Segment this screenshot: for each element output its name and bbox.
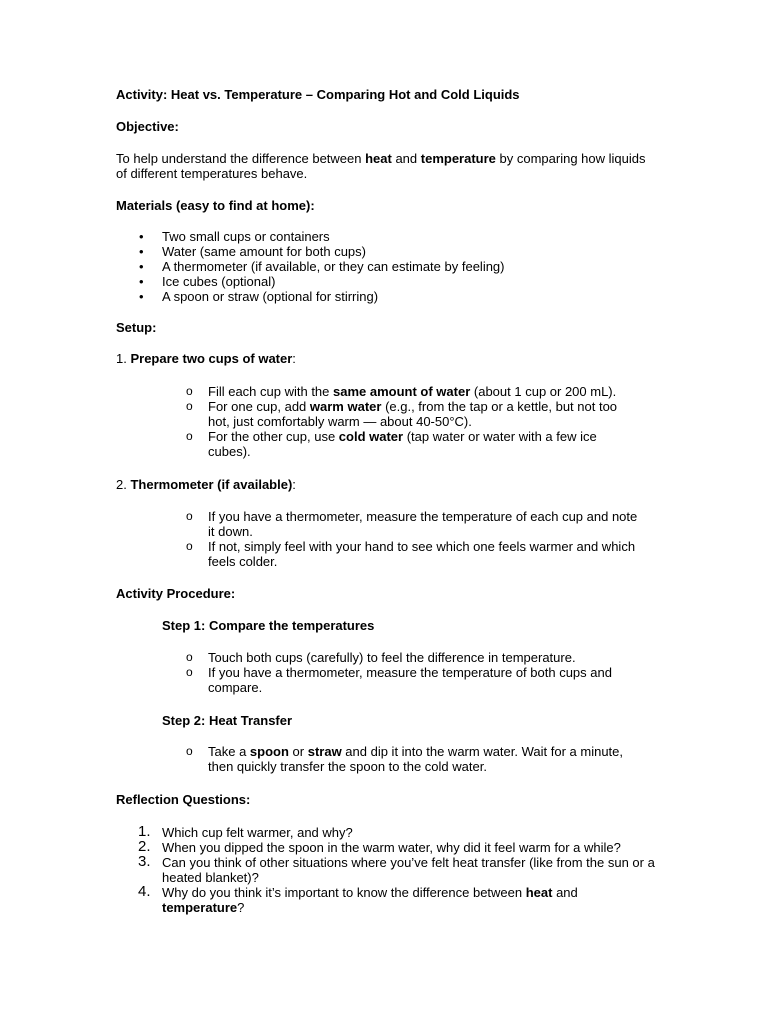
bullet-icon: • <box>139 289 144 304</box>
setup-step1-number: 1. <box>116 351 131 366</box>
list-item-text: Why do you think it’s important to know the difference between <box>162 885 526 900</box>
bullet-icon: • <box>139 244 144 259</box>
setup-step2-label: Thermometer (if available) <box>130 477 293 492</box>
list-item-text: or <box>288 744 308 759</box>
sub-bullet-icon: o <box>186 429 193 443</box>
list-number: 3. <box>138 853 151 870</box>
list-item <box>162 650 642 665</box>
list-item-text: Two small cups or containers <box>162 229 330 244</box>
list-item-bold: temperature <box>162 900 238 915</box>
materials-list <box>116 229 505 304</box>
setup-step1-heading <box>116 351 296 366</box>
list-item-text: and dip it into the warm water. Wait for a minute, then quickly transfer the spoon to the cold water. <box>208 744 623 774</box>
list-item <box>162 384 642 399</box>
list-item <box>162 399 642 429</box>
list-item-bold: warm water <box>309 399 382 414</box>
sub-bullet-icon: o <box>186 665 193 679</box>
list-item <box>116 885 656 915</box>
list-item-text: For one cup, add <box>208 399 310 414</box>
list-item-text: Fill each cup with the <box>208 384 334 399</box>
list-item-text: (about 1 cup or 200 mL). <box>470 384 617 399</box>
list-item <box>116 840 656 855</box>
list-item <box>162 539 642 569</box>
list-item <box>116 259 505 274</box>
objective-bold-temperature: temperature <box>420 151 496 166</box>
bullet-icon: • <box>139 259 144 274</box>
reflection-heading: Reflection Questions: <box>116 792 251 807</box>
sub-bullet-icon: o <box>186 384 193 398</box>
reflection-list <box>116 825 656 915</box>
list-item-text: If not, simply feel with your hand to see which one feels warmer and which feels colder. <box>208 539 636 569</box>
list-item <box>116 855 656 885</box>
list-item-bold: straw <box>307 744 342 759</box>
list-item-text: A spoon or straw (optional for stirring) <box>162 289 379 304</box>
list-item-text: Which cup felt warmer, and why? <box>162 825 353 840</box>
list-item-text: Can you think of other situations where you’ve felt heat transfer (like from the sun or a heated blanket)? <box>162 855 655 885</box>
list-item-text: (e.g., from the tap or a kettle, but not too hot, just comfortably warm — about 40-50°C). <box>208 399 618 429</box>
list-item-bold: cold water <box>338 429 404 444</box>
list-item <box>116 244 505 259</box>
setup-step2-colon: : <box>292 477 296 492</box>
list-item-text: If you have a thermometer, measure the temperature of both cups and compare. <box>208 665 612 695</box>
list-number: 2. <box>138 838 151 855</box>
materials-heading: Materials (easy to find at home): <box>116 198 315 213</box>
procedure-step1-list <box>162 650 642 695</box>
list-item <box>116 289 505 304</box>
document-title: Activity: Heat vs. Temperature – Comparing Hot and Cold Liquids <box>116 87 520 102</box>
list-item-text: Take a <box>208 744 250 759</box>
objective-bold-heat: heat <box>365 151 392 166</box>
sub-bullet-icon: o <box>186 744 193 758</box>
list-item-bold: spoon <box>249 744 289 759</box>
list-number: 4. <box>138 883 151 900</box>
list-item <box>162 429 642 459</box>
setup-step1-label: Prepare two cups of water <box>130 351 293 366</box>
procedure-step1-heading: Step 1: Compare the temperatures <box>162 618 375 633</box>
list-item-text: Water (same amount for both cups) <box>162 244 366 259</box>
sub-bullet-icon: o <box>186 539 193 553</box>
sub-bullet-icon: o <box>186 399 193 413</box>
list-item-bold: same amount of water <box>333 384 471 399</box>
sub-bullet-icon: o <box>186 650 193 664</box>
setup-step1-list <box>162 384 642 459</box>
list-item <box>162 509 642 539</box>
objective-text-part: and <box>391 151 421 166</box>
objective-text-part: by comparing how liquids of different temperatures behave. <box>116 151 646 181</box>
procedure-step2-heading: Step 2: Heat Transfer <box>162 713 293 728</box>
list-item-text: and <box>552 885 578 900</box>
procedure-step2-list <box>162 744 642 774</box>
objective-text <box>116 151 656 181</box>
list-item-text: ? <box>237 900 245 915</box>
list-number: 1. <box>138 823 151 840</box>
setup-heading: Setup: <box>116 320 157 335</box>
bullet-icon: • <box>139 274 144 289</box>
sub-bullet-icon: o <box>186 509 193 523</box>
list-item-text: If you have a thermometer, measure the temperature of each cup and note it down. <box>208 509 638 539</box>
procedure-heading: Activity Procedure: <box>116 586 236 601</box>
list-item-text: Ice cubes (optional) <box>162 274 276 289</box>
list-item <box>162 744 642 774</box>
bullet-icon: • <box>139 229 144 244</box>
list-item-text: Touch both cups (carefully) to feel the difference in temperature. <box>208 650 576 665</box>
list-item-text: For the other cup, use <box>208 429 339 444</box>
list-item-text: (tap water or water with a few ice cubes). <box>208 429 597 459</box>
list-item-text: A thermometer (if available, or they can estimate by feeling) <box>162 259 505 274</box>
list-item <box>116 274 505 289</box>
setup-step2-heading <box>116 477 296 492</box>
objective-text-part: To help understand the difference between <box>116 151 366 166</box>
setup-step2-list <box>162 509 642 569</box>
list-item <box>162 665 642 695</box>
setup-step2-number: 2. <box>116 477 131 492</box>
list-item <box>116 229 505 244</box>
list-item-bold: heat <box>525 885 553 900</box>
list-item-text: When you dipped the spoon in the warm water, why did it feel warm for a while? <box>162 840 621 855</box>
list-item <box>116 825 656 840</box>
setup-step1-colon: : <box>292 351 296 366</box>
objective-heading: Objective: <box>116 119 179 134</box>
